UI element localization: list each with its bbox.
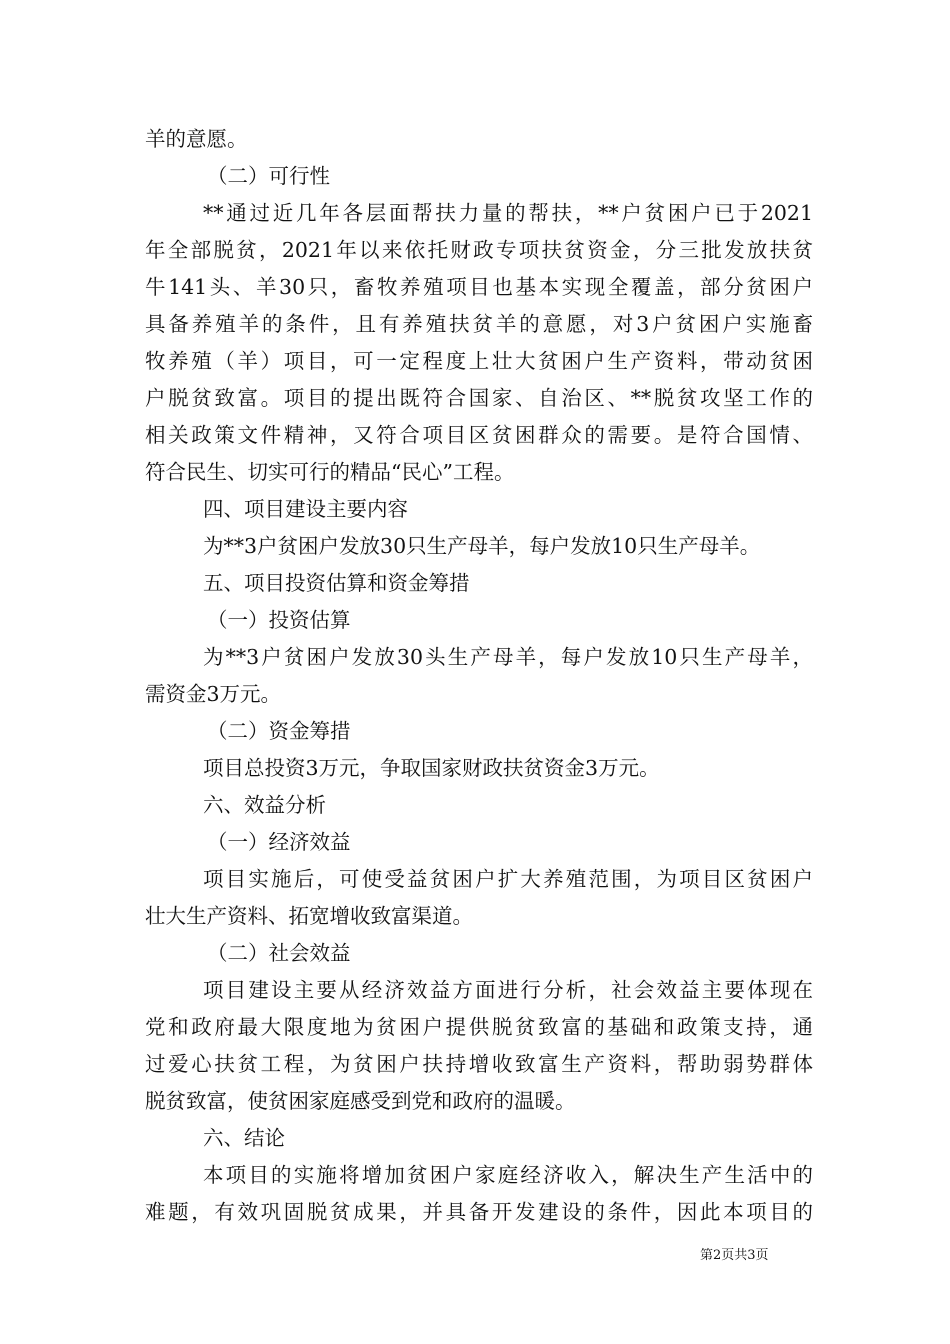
- paragraph-line: 为**3户贫困户发放30头生产母羊，每户发放10只生产母羊，: [203, 645, 813, 669]
- paragraph-line: 为**3户贫困户发放30只生产母羊，每户发放10只生产母羊。: [203, 534, 761, 558]
- paragraph-line: **通过近几年各层面帮扶力量的帮扶，**户贫困户已于2021: [203, 201, 813, 225]
- section-heading: （二）可行性: [207, 164, 330, 188]
- section-heading: 五、项目投资估算和资金筹措: [203, 571, 470, 595]
- paragraph-line: 项目实施后，可使受益贫困户扩大养殖范围，为项目区贫困户: [203, 867, 813, 891]
- section-heading: （二）资金筹措: [207, 719, 351, 743]
- section-heading: 四、项目建设主要内容: [203, 497, 408, 521]
- paragraph-line: 过爱心扶贫工程，为贫困户扶持增收致富生产资料，帮助弱势群体: [145, 1052, 813, 1076]
- paragraph-line: 符合民生、切实可行的精品“民心”工程。: [145, 460, 515, 484]
- section-heading: （一）投资估算: [207, 608, 351, 632]
- paragraph-line: 牛141头、羊30只，畜牧养殖项目也基本实现全覆盖，部分贫困户: [145, 275, 813, 299]
- paragraph-line: 牧养殖（羊）项目，可一定程度上壮大贫困户生产资料，带动贫困: [145, 349, 813, 373]
- paragraph-line: 本项目的实施将增加贫困户家庭经济收入，解决生产生活中的: [203, 1163, 813, 1187]
- document-body: [145, 121, 813, 1231]
- section-heading: （二）社会效益: [207, 941, 351, 965]
- paragraph-line: 脱贫致富，使贫困家庭感受到党和政府的温暖。: [145, 1089, 576, 1113]
- paragraph-line: 年全部脱贫，2021年以来依托财政专项扶贫资金，分三批发放扶贫: [145, 238, 813, 262]
- paragraph-line: 具备养殖羊的条件，且有养殖扶贫羊的意愿，对3户贫困户实施畜: [145, 312, 813, 336]
- page-number-footer: 第2页共3页: [700, 1248, 769, 1263]
- paragraph-line: 党和政府最大限度地为贫困户提供脱贫致富的基础和政策支持，通: [145, 1015, 813, 1039]
- text-line: 羊的意愿。: [145, 127, 248, 151]
- section-heading: 六、结论: [203, 1126, 285, 1150]
- paragraph-line: 需资金3万元。: [145, 682, 282, 706]
- paragraph-line: 项目总投资3万元，争取国家财政扶贫资金3万元。: [203, 756, 660, 780]
- paragraph-line: 壮大生产资料、拓宽增收致富渠道。: [145, 904, 473, 928]
- section-heading: （一）经济效益: [207, 830, 351, 854]
- paragraph-line: 难题，有效巩固脱贫成果，并具备开发建设的条件，因此本项目的: [145, 1200, 813, 1224]
- paragraph-line: 相关政策文件精神，又符合项目区贫困群众的需要。是符合国情、: [145, 423, 813, 447]
- paragraph-line: 户脱贫致富。项目的提出既符合国家、自治区、**脱贫攻坚工作的: [145, 386, 813, 410]
- paragraph-line: 项目建设主要从经济效益方面进行分析，社会效益主要体现在: [203, 978, 813, 1002]
- section-heading: 六、效益分析: [203, 793, 326, 817]
